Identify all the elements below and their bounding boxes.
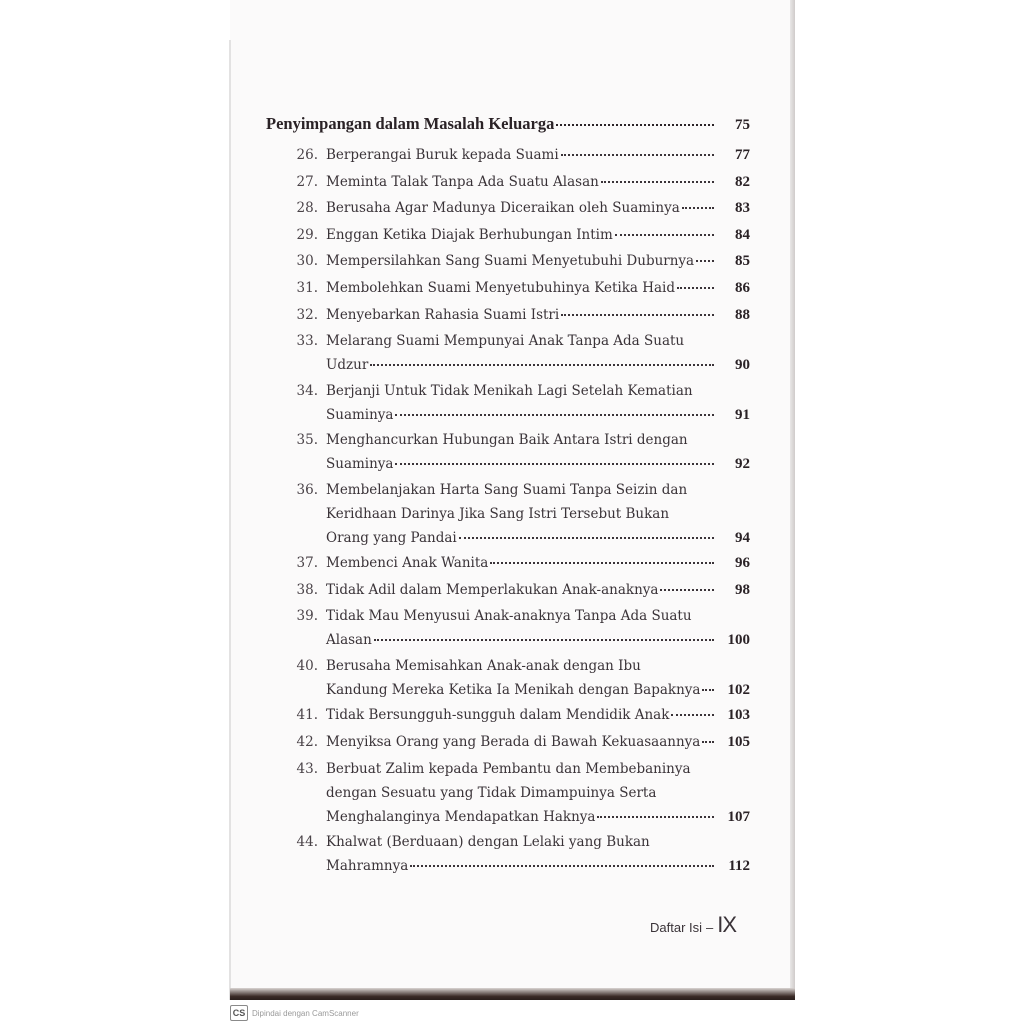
entry-body <box>326 757 750 829</box>
page-edge-shadow <box>229 40 231 1000</box>
dot-leader <box>671 714 714 716</box>
entry-line <box>326 403 750 427</box>
entry-body <box>326 379 750 427</box>
entry-title-text: Suaminya <box>326 456 394 473</box>
entry-line <box>326 329 750 353</box>
entry-page-number: 90 <box>735 357 750 374</box>
toc-entry <box>296 830 750 878</box>
toc-entry <box>296 604 750 652</box>
dot-leader <box>395 414 714 416</box>
entry-line <box>326 143 750 167</box>
page-right-edge <box>790 0 795 1000</box>
entry-line <box>326 196 750 220</box>
entry-page-number: 86 <box>735 280 750 296</box>
entry-title-text: Meminta Talak Tanpa Ada Suatu Alasan <box>326 173 599 190</box>
entry-body <box>326 551 750 575</box>
entry-page-number: 107 <box>727 808 750 825</box>
entry-title-text: Khalwat (Berduaan) dengan Lelaki yang Bukan <box>326 834 650 851</box>
entry-line <box>326 578 750 602</box>
entry-title-text: Orang yang Pandai <box>326 529 457 546</box>
dot-leader <box>561 154 714 156</box>
section-title: Penyimpangan dalam Masalah Keluarga <box>266 114 555 133</box>
entry-line <box>326 478 750 502</box>
toc-entry <box>296 578 750 602</box>
footer-page-number: IX <box>717 912 737 937</box>
entry-number: 40. <box>296 657 318 674</box>
entry-body <box>326 604 750 652</box>
entry-title-text: Tidak Bersungguh-sungguh dalam Mendidik Anak <box>326 707 670 724</box>
entry-title-text: Menyiksa Orang yang Berada di Bawah Kekuasaannya <box>326 734 701 750</box>
dot-leader <box>395 463 714 465</box>
entry-number: 38. <box>296 581 318 598</box>
entry-body <box>326 428 750 476</box>
entry-title-text: Menghancurkan Hubungan Baik Antara Istri dengan <box>326 432 688 449</box>
toc-entry <box>296 329 750 377</box>
toc-entry <box>296 551 750 575</box>
section-heading <box>266 114 750 134</box>
entry-page-number: 83 <box>735 200 750 217</box>
dot-leader <box>682 207 714 209</box>
entry-line <box>326 502 750 526</box>
entry-line <box>326 757 750 781</box>
dot-leader <box>597 816 714 818</box>
scanner-text: Dipindai dengan CamScanner <box>252 1008 359 1018</box>
entry-page-number: 98 <box>735 581 750 598</box>
entry-line <box>326 654 750 678</box>
toc-entry <box>296 303 750 327</box>
entry-number: 41. <box>296 707 318 724</box>
toc-entry <box>296 379 750 427</box>
entry-number: 32. <box>296 306 318 323</box>
entry-page-number: 77 <box>735 147 750 163</box>
entry-body <box>326 830 750 878</box>
entry-number: 31. <box>296 280 318 296</box>
toc-entry <box>296 249 750 273</box>
toc-entry <box>296 223 750 247</box>
entry-body <box>326 654 750 702</box>
dot-leader <box>601 181 714 183</box>
dot-leader <box>696 260 714 262</box>
toc-entry <box>296 428 750 476</box>
toc-entry <box>296 196 750 220</box>
entry-body <box>326 703 750 727</box>
entry-number: 43. <box>296 760 318 777</box>
entry-line <box>326 805 750 829</box>
entry-title-text: Berjanji Untuk Tidak Menikah Lagi Setelah Kematian <box>326 382 693 399</box>
entry-body <box>326 249 750 273</box>
entry-page-number: 91 <box>735 406 750 423</box>
entry-page-number: 102 <box>727 681 750 698</box>
entry-number: 37. <box>296 555 318 572</box>
entry-number: 27. <box>296 173 318 190</box>
entry-number: 30. <box>296 253 318 270</box>
dot-leader <box>561 314 714 316</box>
entry-title-text: Mempersilahkan Sang Suami Menyetubuhi Duburnya <box>326 253 695 270</box>
entry-line <box>326 353 750 377</box>
footer-label: Daftar Isi <box>650 920 703 935</box>
toc-entry <box>296 703 750 727</box>
entry-line <box>326 526 750 550</box>
entry-line <box>326 428 750 452</box>
entry-title-text: Berperangai Buruk kepada Suami <box>326 147 559 163</box>
entry-number: 34. <box>296 382 318 399</box>
dot-leader <box>556 124 714 126</box>
entry-page-number: 92 <box>735 456 750 473</box>
entry-body <box>326 170 750 194</box>
entry-number: 26. <box>296 147 318 163</box>
dot-leader <box>410 865 714 867</box>
toc-entry <box>296 654 750 702</box>
entry-title-text: Membenci Anak Wanita <box>326 555 489 572</box>
toc-entry <box>296 276 750 300</box>
dot-leader <box>677 287 714 289</box>
entry-number: 44. <box>296 834 318 851</box>
entry-page-number: 84 <box>735 226 750 243</box>
entry-number: 42. <box>296 734 318 750</box>
entry-line <box>326 276 750 300</box>
entry-page-number: 112 <box>728 858 750 875</box>
toc-entry <box>296 730 750 754</box>
scanner-watermark <box>230 1005 359 1021</box>
entry-body <box>326 223 750 247</box>
entry-number: 29. <box>296 226 318 243</box>
entry-page-number: 88 <box>735 306 750 323</box>
toc-entry <box>296 757 750 829</box>
entry-body <box>326 196 750 220</box>
entry-number: 39. <box>296 608 318 625</box>
dot-leader <box>374 639 714 641</box>
entry-number: 33. <box>296 333 318 350</box>
entry-page-number: 94 <box>735 529 750 546</box>
entry-title-text: dengan Sesuatu yang Tidak Dimampuinya Serta <box>326 784 657 801</box>
entry-line <box>326 703 750 727</box>
entry-title-text: Suaminya <box>326 406 394 423</box>
book-page <box>230 0 795 1000</box>
entry-body <box>326 730 750 754</box>
entry-body <box>326 478 750 550</box>
dot-leader <box>490 562 714 564</box>
entry-page-number: 103 <box>727 707 750 724</box>
entry-page-number: 96 <box>735 555 750 572</box>
entry-body <box>326 329 750 377</box>
entry-line <box>326 551 750 575</box>
dot-leader <box>459 537 714 539</box>
dot-leader <box>370 364 714 366</box>
entry-title-text: Tidak Adil dalam Memperlakukan Anak-anaknya <box>326 581 659 598</box>
entry-line <box>326 604 750 628</box>
entry-line <box>326 223 750 247</box>
entry-page-number: 82 <box>735 173 750 190</box>
entry-title-text: Membelanjakan Harta Sang Suami Tanpa Seizin dan <box>326 481 688 498</box>
entry-number: 36. <box>296 481 318 498</box>
entry-line <box>326 678 750 702</box>
toc-entry <box>296 143 750 167</box>
entry-number: 28. <box>296 200 318 217</box>
entry-line <box>326 628 750 652</box>
entry-line <box>326 452 750 476</box>
entry-body <box>326 276 750 300</box>
entry-body <box>326 578 750 602</box>
entry-line <box>326 170 750 194</box>
entry-title-text: Menyebarkan Rahasia Suami Istri <box>326 306 560 323</box>
dot-leader <box>660 589 714 591</box>
entry-line <box>326 249 750 273</box>
entry-title-text: Berusaha Agar Madunya Diceraikan oleh Suaminya <box>326 200 680 217</box>
entry-title-text: Mahramnya <box>326 858 409 875</box>
dot-leader <box>615 234 714 236</box>
entry-title-text: Udzur <box>326 357 369 374</box>
entry-title-text: Membolehkan Suami Menyetubuhinya Ketika Haid <box>326 280 676 296</box>
section-page-number: 75 <box>735 117 750 133</box>
entry-line <box>326 781 750 805</box>
entry-title-text: Berusaha Memisahkan Anak-anak dengan Ibu <box>326 657 641 674</box>
footer-separator: – <box>706 920 714 935</box>
entry-line <box>326 730 750 754</box>
entry-body <box>326 303 750 327</box>
dot-leader <box>702 689 714 691</box>
entry-number: 35. <box>296 432 318 449</box>
dot-leader <box>702 741 714 743</box>
toc-entry <box>296 170 750 194</box>
toc-entry <box>296 478 750 550</box>
entry-title-text: Melarang Suami Mempunyai Anak Tanpa Ada Suatu <box>326 333 685 350</box>
camscanner-logo-icon: CS <box>230 1005 248 1021</box>
entry-title-text: Tidak Mau Menyusui Anak-anaknya Tanpa Ada Suatu <box>326 608 692 625</box>
entry-page-number: 100 <box>727 632 750 649</box>
entry-title-text: Enggan Ketika Diajak Berhubungan Intim <box>326 226 613 243</box>
book-bottom-edge <box>230 988 795 1000</box>
entry-page-number: 85 <box>735 253 750 270</box>
entry-page-number: 105 <box>727 734 750 750</box>
entry-title-text: Berbuat Zalim kepada Pembantu dan Membebaninya <box>326 760 691 777</box>
entry-line <box>326 830 750 854</box>
entry-line <box>326 379 750 403</box>
entry-title-text: Alasan <box>326 632 372 649</box>
entry-title-text: Menghalanginya Mendapatkan Haknya <box>326 808 596 825</box>
entry-line <box>326 854 750 878</box>
entry-title-text: Kandung Mereka Ketika Ia Menikah dengan Bapaknya <box>326 681 701 698</box>
entry-line <box>326 303 750 327</box>
entry-title-text: Keridhaan Darinya Jika Sang Istri Tersebut Bukan <box>326 505 670 522</box>
page-footer <box>650 912 736 938</box>
entry-body <box>326 143 750 167</box>
